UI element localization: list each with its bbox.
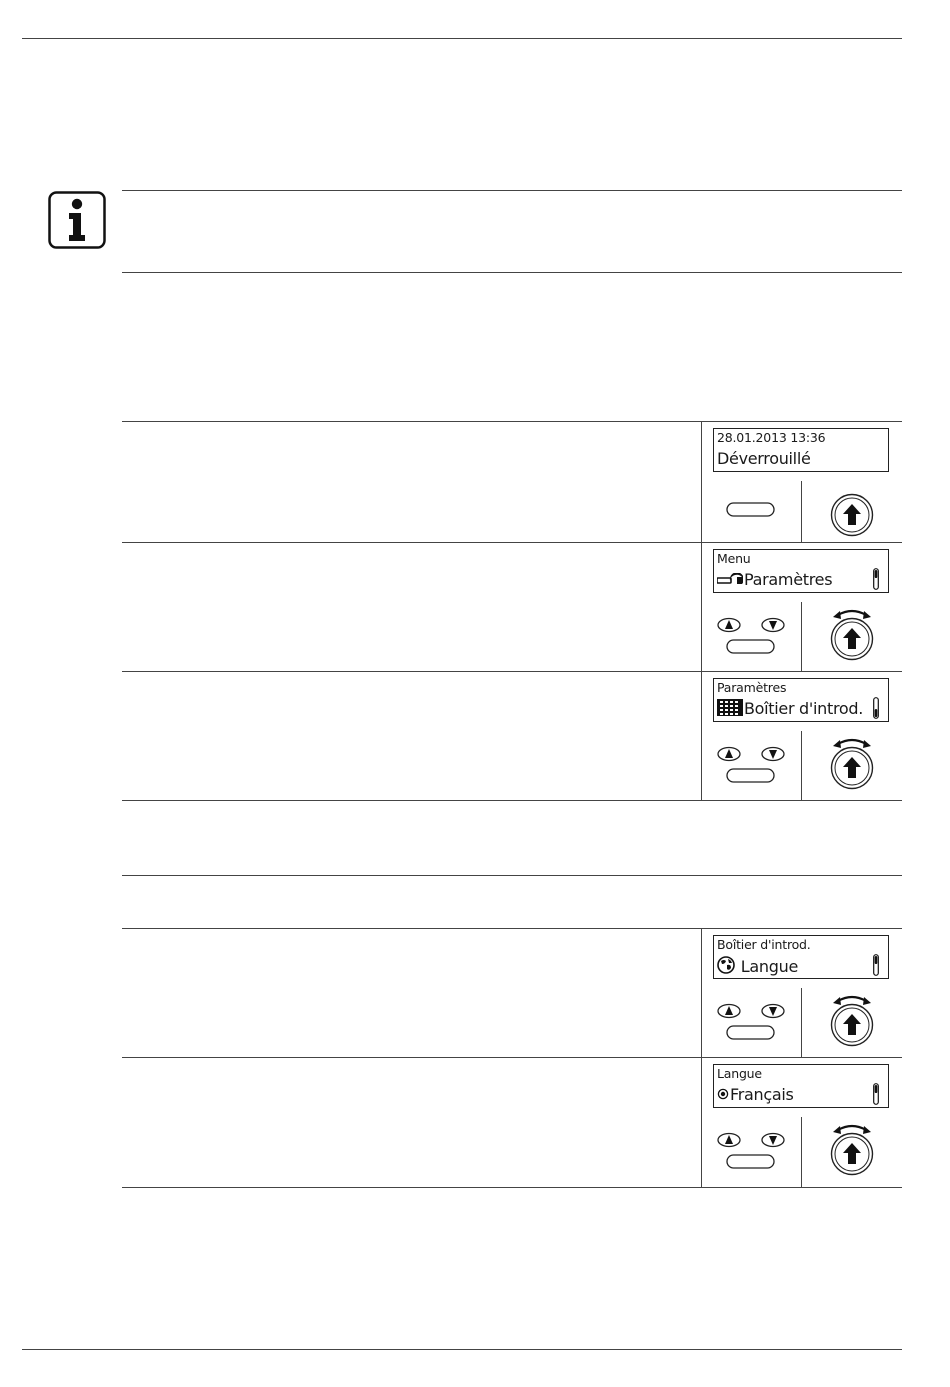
up-arrow-key <box>718 619 740 632</box>
dial-rotate-press-icon[interactable] <box>822 992 882 1050</box>
keypad-dial-divider <box>801 602 802 671</box>
lcd-display <box>713 1064 889 1108</box>
down-arrow-key <box>762 619 784 632</box>
lcd-header-text: Langue <box>717 1066 762 1081</box>
up-arrow-key <box>718 748 740 761</box>
lcd-main-text <box>717 449 811 469</box>
lcd-display <box>713 549 889 593</box>
enter-key <box>727 503 774 516</box>
keypad-dial-divider <box>801 731 802 800</box>
page-bottom-rule <box>22 1349 902 1350</box>
lcd-header-text: 28.01.2013 13:36 <box>717 430 826 445</box>
enter-key <box>727 1026 774 1039</box>
dial-press-icon[interactable] <box>822 486 882 544</box>
wrench-icon <box>717 573 743 587</box>
scrollbar-icon <box>873 568 879 590</box>
column-divider <box>701 928 702 1187</box>
enter-key <box>727 1155 774 1168</box>
globe-icon <box>717 956 735 974</box>
column-divider <box>701 421 702 800</box>
lcd-header-text: Menu <box>717 551 751 566</box>
table-rule <box>122 1187 902 1188</box>
keypad-enter-only[interactable] <box>710 485 792 535</box>
lcd-display <box>713 678 889 722</box>
scrollbar-icon <box>873 954 879 976</box>
keypad-dial-divider <box>801 481 802 542</box>
lcd-main-label: Français <box>730 1085 794 1104</box>
keypad-arrows-enter[interactable] <box>710 612 792 662</box>
lcd-main-text <box>717 956 798 977</box>
scrollbar-icon <box>873 1083 879 1105</box>
table-rule <box>122 421 902 422</box>
dial-rotate-press-icon[interactable] <box>822 1121 882 1179</box>
lcd-main-label: Boîtier d'introd. <box>744 699 864 718</box>
keypad-dial-divider <box>801 1117 802 1187</box>
table-rule <box>122 875 902 876</box>
table-rule <box>122 671 902 672</box>
up-arrow-key <box>718 1005 740 1018</box>
radio-selected-icon <box>717 1088 729 1100</box>
table-rule <box>122 542 902 543</box>
page-top-rule <box>22 38 902 39</box>
down-arrow-key <box>762 1005 784 1018</box>
keypad-arrows-enter[interactable] <box>710 998 792 1048</box>
lcd-display <box>713 935 889 979</box>
lcd-main-text <box>717 1085 794 1105</box>
down-arrow-key <box>762 1134 784 1147</box>
keypad-arrows-enter[interactable] <box>710 741 792 791</box>
info-icon <box>48 191 106 249</box>
lcd-main-label: Paramètres <box>744 570 833 589</box>
keypad-arrows-enter[interactable] <box>710 1127 792 1177</box>
table-rule <box>122 800 902 801</box>
lcd-display <box>713 428 889 472</box>
info-note-top-rule <box>122 190 902 191</box>
scrollbar-icon <box>873 697 879 719</box>
lcd-header-text: Boîtier d'introd. <box>717 937 811 952</box>
enter-key <box>727 640 774 653</box>
lcd-main-label: Déverrouillé <box>717 449 811 468</box>
enter-key <box>727 769 774 782</box>
down-arrow-key <box>762 748 784 761</box>
up-arrow-key <box>718 1134 740 1147</box>
dial-rotate-press-icon[interactable] <box>822 606 882 664</box>
lcd-main-label: Langue <box>736 957 798 976</box>
lcd-header-text: Paramètres <box>717 680 787 695</box>
table-rule <box>122 928 902 929</box>
info-note-bottom-rule <box>122 272 902 273</box>
dial-rotate-press-icon[interactable] <box>822 735 882 793</box>
keypad-grid-icon <box>717 699 743 716</box>
lcd-main-text <box>717 699 863 719</box>
table-rule <box>122 1057 902 1058</box>
keypad-dial-divider <box>801 988 802 1057</box>
lcd-main-text <box>717 570 832 590</box>
